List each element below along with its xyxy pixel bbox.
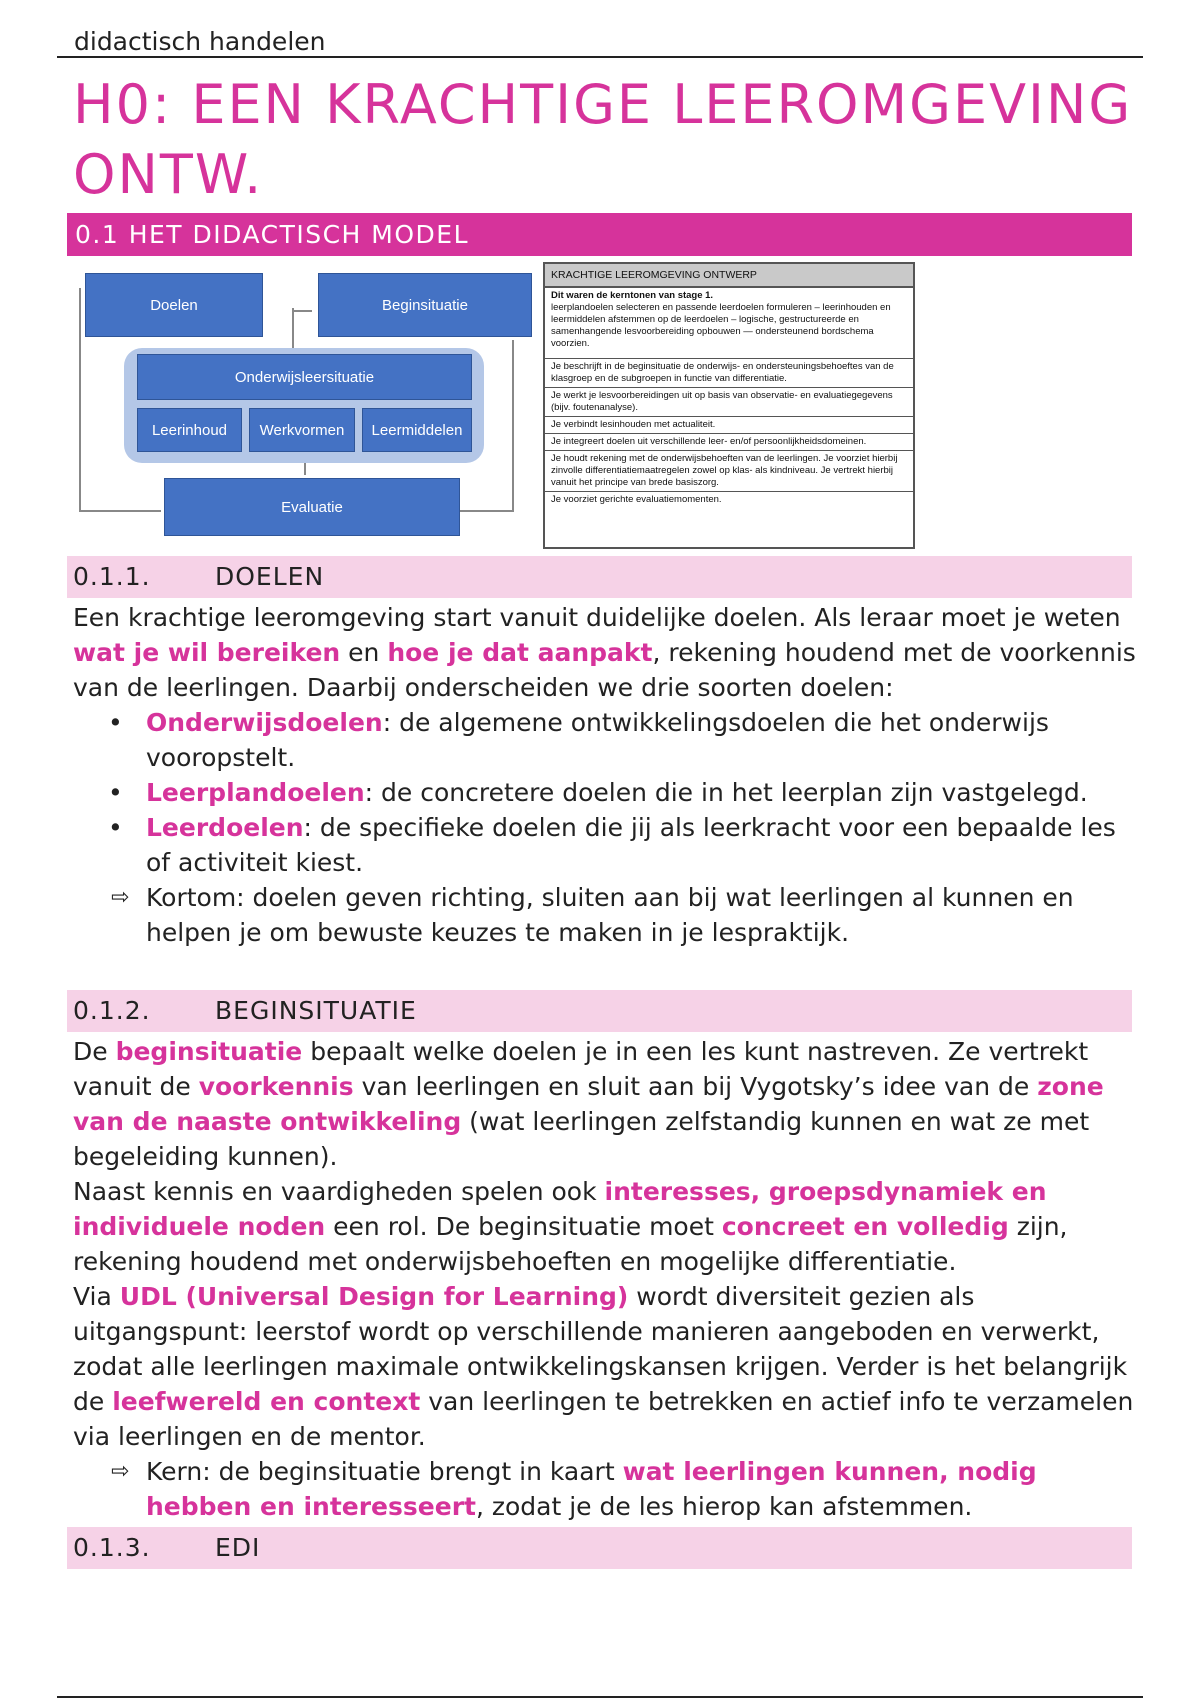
- criteria-intro-cell: [545, 288, 913, 359]
- doelen-body: [73, 600, 1138, 950]
- subheading-number: 0.1.3.: [73, 1533, 151, 1562]
- diagram-box-evaluatie: Evaluatie: [164, 478, 460, 536]
- doelen-summary: ⇨ Kortom: doelen geven richting, sluiten aan bij wat leerlingen al kunnen en helpen je om bewuste keuzes te maken in je lespraktijk.: [73, 880, 1138, 950]
- beginsituatie-summary: ⇨ Kern: de beginsituatie brengt in kaart wat leerlingen kunnen, nodig hebben en interesseert, zodat je de les hierop kan afstemmen.: [73, 1454, 1138, 1524]
- subheading-number: 0.1.1.: [73, 562, 151, 591]
- beginsituatie-body: [73, 1034, 1138, 1524]
- diagram-box-doelen: Doelen: [85, 273, 263, 337]
- criteria-row: Je voorziet gerichte evaluatiemomenten.: [551, 494, 722, 505]
- subheading-title: BEGINSITUATIE: [215, 996, 417, 1025]
- bullet-marker: •: [108, 708, 123, 737]
- criteria-row: Je werkt je lesvoorbereidingen uit op basis van observatie- en evaluatiegegevens (bijv. foutenanalyse).: [545, 388, 913, 417]
- diagram-box-beginsituatie: Beginsituatie: [318, 273, 532, 337]
- criteria-row: Je beschrijft in de beginsituatie de onderwijs- en ondersteuningsbehoeftes van de klasgroep en de subgroepen in functie van differentiatie.: [545, 359, 913, 388]
- arrow-icon: ⇨: [111, 1459, 130, 1484]
- criteria-row: Je integreert doelen uit verschillende leer- en/of persoonlijkheidsdomeinen.: [545, 434, 913, 451]
- page-title: H0: EEN KRACHTIGE LEEROMGEVING ONTW.: [73, 73, 1133, 206]
- running-header: didactisch handelen: [57, 26, 1143, 58]
- doelen-intro-paragraph: Een krachtige leeromgeving start vanuit duidelijke doelen. Als leraar moet je weten wat je wil bereiken en hoe je dat aanpakt, rekening houdend met de voorkennis van de leerlingen. Daarbij onderscheiden we drie soorten doelen:: [73, 603, 1136, 702]
- diagram-box-leermiddelen: Leermiddelen: [362, 408, 472, 452]
- footer-rule: [57, 1696, 1143, 1698]
- goal-types-list: [73, 705, 1138, 880]
- paragraph: De beginsituatie bepaalt welke doelen je in een les kunt nastreven. Ze vertrekt vanuit de voorkennis van leerlingen en sluit aan bij Vygotsky’s idee van de zone van de naaste ontwikkeling (wat leerlingen zelfstandig kunnen en wat ze met begeleiding kunnen).: [73, 1037, 1104, 1171]
- subheading-title: DOELEN: [215, 562, 325, 591]
- criteria-intro-text: leerplandoelen selecteren en passende leerdoelen formuleren – leerinhouden en leermiddelen afstemmen op de leerdoelen – logische, gestructureerde en samenhangende lesvoorbereiding opbouwen — ondersteunend bordschema voorzien.: [551, 302, 891, 349]
- criteria-row: Je verbindt lesinhouden met actualiteit.: [545, 417, 913, 434]
- list-item: • Leerplandoelen: de concretere doelen die in het leerplan zijn vastgelegd.: [73, 775, 1138, 810]
- list-item: • Onderwijsdoelen: de algemene ontwikkelingsdoelen die het onderwijs vooropstelt.: [73, 705, 1138, 775]
- subheading-number: 0.1.2.: [73, 996, 151, 1025]
- list-item: • Leerdoelen: de specifieke doelen die jij als leerkracht voor een bepaalde les of activiteit kiest.: [73, 810, 1138, 880]
- highlight: hoe je dat aanpakt: [387, 638, 653, 667]
- subheading-doelen: [67, 556, 1132, 598]
- subheading-title: EDI: [215, 1533, 261, 1562]
- criteria-row: Je houdt rekening met de onderwijsbehoeften van de leerlingen. Je voorziet hierbij zinvolle differentiatiemaatregelen zowel op klas- als kindniveau. Je vertrekt hierbij vanuit het principe van brede basiszorg.: [545, 451, 913, 492]
- subheading-edi: [67, 1527, 1132, 1569]
- diagram-box-werkvormen: Werkvormen: [249, 408, 355, 452]
- diagram-box-leerinhoud: Leerinhoud: [137, 408, 242, 452]
- criteria-intro-bold: Dit waren de kerntonen van stage 1.: [551, 290, 714, 301]
- criteria-table-header: KRACHTIGE LEEROMGEVING ONTWERP: [545, 264, 913, 288]
- paragraph: Naast kennis en vaardigheden spelen ook interesses, groepsdynamiek en individuele noden een rol. De beginsituatie moet concreet en volledig zijn, rekening houdend met onderwijsbehoeften en mogelijke differentiatie.: [73, 1177, 1068, 1276]
- section-heading: 0.1 HET DIDACTISCH MODEL: [67, 213, 1132, 256]
- criteria-table: [543, 262, 915, 549]
- subheading-beginsituatie: [67, 990, 1132, 1032]
- highlight: wat je wil bereiken: [73, 638, 341, 667]
- bullet-marker: •: [108, 813, 123, 842]
- bullet-marker: •: [108, 778, 123, 807]
- arrow-icon: ⇨: [111, 885, 130, 910]
- didactic-model-diagram: [82, 268, 534, 538]
- paragraph: Via UDL (Universal Design for Learning) wordt diversiteit gezien als uitgangspunt: leerstof wordt op verschillende manieren aangeboden en verwerkt, zodat alle leerlingen maximale ontwikkelingskansen krijgen. Verder is het belangrijk de leefwereld en context van leerlingen te betrekken en actief info te verzamelen via leerlingen en de mentor.: [73, 1282, 1134, 1451]
- diagram-box-onderwijsleersituatie: Onderwijsleersituatie: [137, 354, 472, 400]
